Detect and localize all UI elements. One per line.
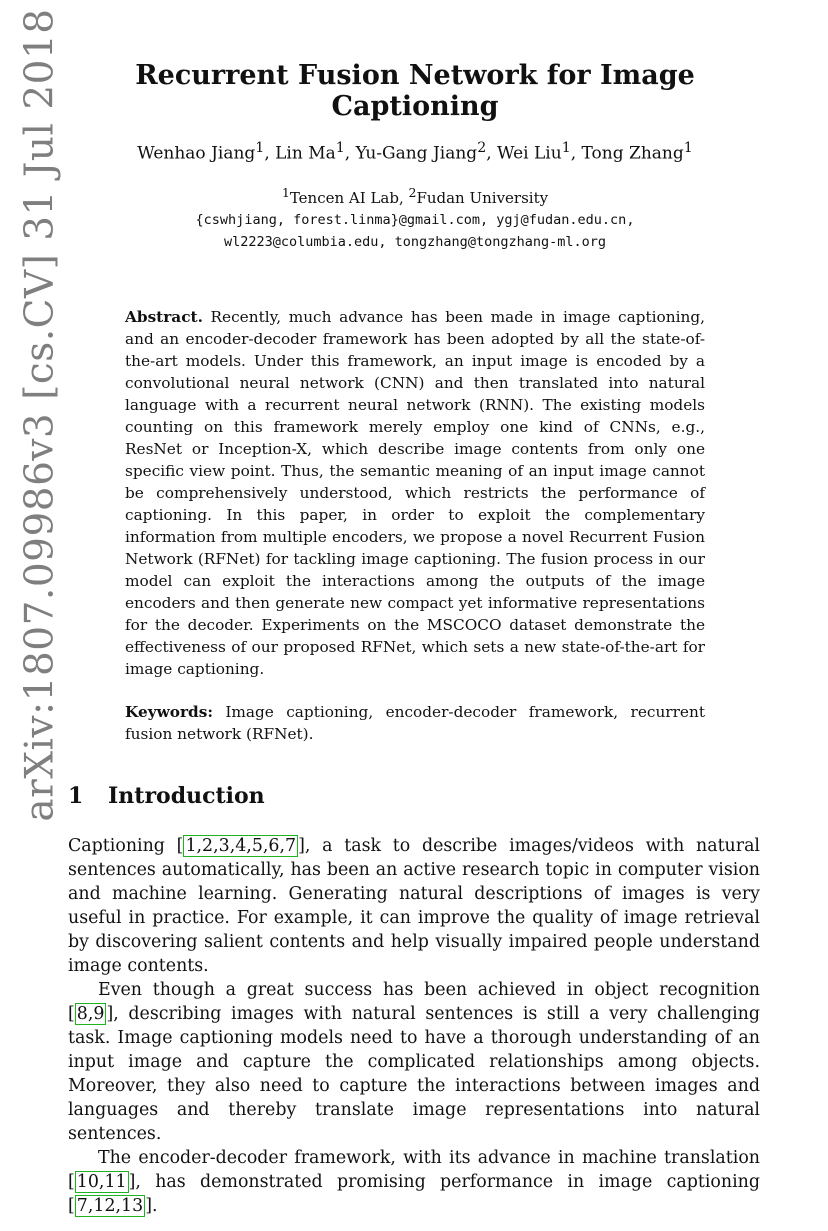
paragraph: Captioning [ 1,2,3,4,5,6,7 ], a task to describe images/videos with natural sentences automatically, has been an active research topic in computer vision and machine learning. Generating natural descriptions of images is very useful in practice. For example, it can improve the quality of image retrieval by discovering salient contents and help visually impaired people understand image contents. (68, 836, 760, 976)
author-affiliation-mark: 1 (683, 140, 693, 156)
paragraph-text: , describing images with natural sentences is still a very challenging task. Image captioning models need to have a thorough understanding of an input image and capture the complicated relationships among objects. Moreover, they also need to capture the interactions between images and languages and thereby translate image representations into natural sentences. (68, 1004, 760, 1144)
section-body (68, 834, 760, 1218)
paragraph-text: The encoder-decoder framework, with its advance in machine translation (98, 1148, 760, 1168)
keywords-label: Keywords: (125, 703, 213, 721)
author-name: Wenhao Jiang (137, 143, 256, 164)
author-affiliation-mark: 1 (255, 140, 265, 156)
keywords-text: Image captioning, encoder-decoder framework, recurrent fusion network (RFNet). (125, 703, 705, 743)
citation-link[interactable]: 10,11 (76, 1172, 127, 1192)
author-name: Wei Liu (497, 143, 562, 164)
institution-fudan: Fudan University (416, 189, 549, 207)
paragraph-text: Captioning (68, 836, 177, 856)
author-affiliation-mark: 2 (477, 140, 487, 156)
author-affiliation-mark: 1 (561, 140, 571, 156)
keywords (125, 701, 705, 745)
abstract-label: Abstract. (125, 308, 203, 326)
emails-line-2: wl2223@columbia.edu, tongzhang@tongzhang-ml.org (223, 234, 606, 250)
paper-title: Recurrent Fusion Network for Image Captioning (135, 60, 695, 122)
author-name: Yu-Gang Jiang (355, 143, 478, 164)
section-number: 1 (68, 783, 84, 809)
affiliation-mark: 2 (408, 185, 417, 200)
author-affiliation-mark: 1 (335, 140, 345, 156)
author-name: Lin Ma (275, 143, 336, 164)
abstract (125, 306, 705, 680)
abstract-text: Recently, much advance has been made in image captioning, and an encoder-decoder framework has been adopted by all the state-of-the-art models. Under this framework, an input image is encoded by a convolutional neural network (CNN) and then translated into natural language with a recurrent neural network (RNN). The existing models counting on this framework merely employ one kind of CNNs, e.g., ResNet or Inception-X, which describe image contents from only one specific view point. Thus, the semantic meaning of an input image cannot be comprehensively understood, which restricts the performance of captioning. In this paper, in order to exploit the complementary information from multiple encoders, we propose a novel Recurrent Fusion Network (RFNet) for tackling image captioning. The fusion process in our model can exploit the interactions among the outputs of the image encoders and then generate new compact yet informative representations for the decoder. Experiments on the MSCOCO dataset demonstrate the effectiveness of our proposed RFNet, which sets a new state-of-the-art for image captioning. (125, 308, 705, 678)
affiliation-mark: 1 (281, 185, 290, 200)
citation-link[interactable]: 8,9 (76, 1004, 105, 1024)
author-name: Tong Zhang (581, 143, 684, 164)
emails-line-1: {cswhjiang, forest.linma}@gmail.com, ygj@fudan.edu.cn, (195, 212, 635, 228)
paragraph-text: , a task to describe images/videos with natural sentences automatically, has been an active research topic in computer vision and machine learning. Generating natural descriptions of images is very useful in practice. For example, it can improve the quality of image retrieval by discovering salient contents and help visually impaired people understand image contents. (68, 836, 760, 976)
arxiv-stamp: arXiv:1807.09986v3 [cs.CV] 31 Jul 2018 (17, 8, 63, 822)
section-heading (68, 783, 265, 809)
section-title: Introduction (108, 783, 265, 809)
affiliations (70, 182, 760, 253)
author-list: Wenhao Jiang$^1$, Lin Ma$^1$, Yu-Gang Jiang$^2$, Wei Liu$^1$, Tong Zhang$^1$ (137, 140, 693, 164)
citation-link[interactable]: 7,12,13 (76, 1196, 144, 1216)
citation-link[interactable]: 1,2,3,4,5,6,7 (185, 836, 297, 856)
arxiv-stamp-area (12, 8, 68, 822)
paragraph: The encoder-decoder framework, with its advance in machine translation [ 10,11 ], has demonstrated promising performance in image captioning [ 7,12,13 ]. (68, 1148, 760, 1216)
institution-tencent: Tencen AI Lab, (289, 189, 409, 207)
paragraph-text: Even though a great success has been achieved in object recognition (98, 980, 760, 1000)
paragraph: Even though a great success has been achieved in object recognition [ 8,9 ], describing images with natural sentences is still a very challenging task. Image captioning models need to have a thorough understanding of an input image and capture the complicated relationships among objects. Moreover, they also need to capture the interactions between images and languages and thereby translate image representations into natural sentences. (68, 980, 760, 1144)
paragraph-text: , has demonstrated promising performance in image captioning (135, 1172, 760, 1192)
institutions-line (70, 182, 760, 209)
paragraph-text: . (151, 1196, 158, 1216)
